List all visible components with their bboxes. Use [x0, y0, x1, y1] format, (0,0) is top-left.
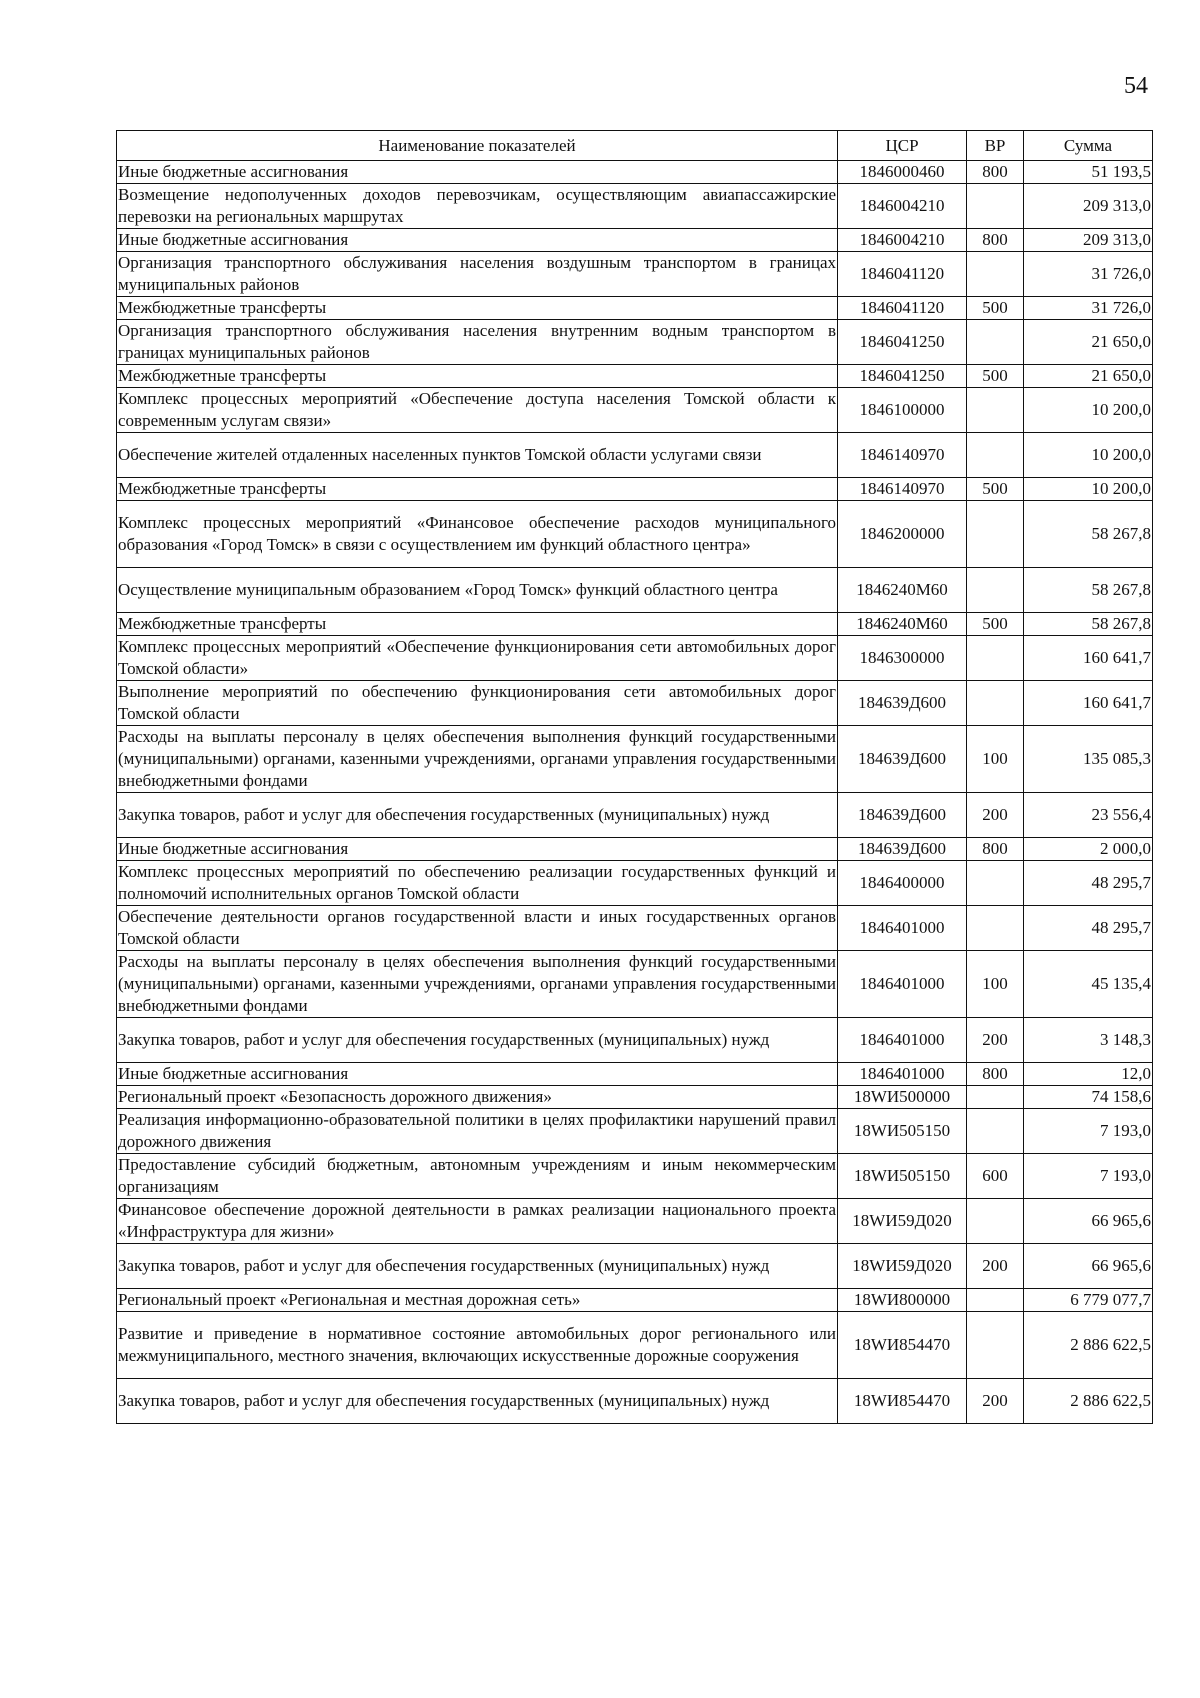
row-vr: 100: [967, 726, 1024, 793]
table-row: [117, 568, 1153, 613]
table-row: [117, 501, 1153, 568]
row-csr: 1846100000: [838, 388, 967, 433]
row-name: Межбюджетные трансферты: [117, 613, 838, 636]
row-csr: 18WИ505150: [838, 1154, 967, 1199]
row-name: Межбюджетные трансферты: [117, 478, 838, 501]
row-sum: 2 886 622,5: [1024, 1312, 1153, 1379]
table-row: [117, 636, 1153, 681]
budget-table: [116, 130, 1153, 1424]
row-name: Закупка товаров, работ и услуг для обеспечения государственных (муниципальных) нужд: [117, 1379, 838, 1424]
row-csr: 1846004210: [838, 184, 967, 229]
row-vr: 100: [967, 951, 1024, 1018]
row-name: Осуществление муниципальным образованием «Город Томск» функций областного центра: [117, 568, 838, 613]
row-name: Иные бюджетные ассигнования: [117, 1063, 838, 1086]
row-vr: [967, 1289, 1024, 1312]
row-sum: 209 313,0: [1024, 229, 1153, 252]
row-csr: 1846401000: [838, 906, 967, 951]
row-csr: 18WИ854470: [838, 1312, 967, 1379]
row-vr: [967, 184, 1024, 229]
row-csr: 1846041120: [838, 252, 967, 297]
row-vr: 200: [967, 1379, 1024, 1424]
table-row: [117, 1154, 1153, 1199]
table-row: [117, 681, 1153, 726]
row-vr: 800: [967, 838, 1024, 861]
row-name: Комплекс процессных мероприятий по обеспечению реализации государственных функций и полномочий исполнительных органов Томской области: [117, 861, 838, 906]
table-row: [117, 1244, 1153, 1289]
row-sum: 21 650,0: [1024, 320, 1153, 365]
row-name: Возмещение недополученных доходов перевозчикам, осуществляющим авиапассажирские перевозки на региональных маршрутах: [117, 184, 838, 229]
header-csr: ЦСР: [838, 131, 967, 161]
row-vr: 200: [967, 1244, 1024, 1289]
row-vr: [967, 636, 1024, 681]
table-row: [117, 297, 1153, 320]
row-name: Иные бюджетные ассигнования: [117, 161, 838, 184]
row-csr: 18WИ59Д020: [838, 1244, 967, 1289]
row-sum: 31 726,0: [1024, 297, 1153, 320]
row-csr: 1846400000: [838, 861, 967, 906]
row-sum: 58 267,8: [1024, 501, 1153, 568]
table-row: [117, 229, 1153, 252]
row-csr: 1846240М60: [838, 613, 967, 636]
row-csr: 1846240М60: [838, 568, 967, 613]
row-name: Реализация информационно-образовательной политики в целях профилактики нарушений правил дорожного движения: [117, 1109, 838, 1154]
row-sum: 7 193,0: [1024, 1154, 1153, 1199]
row-csr: 18WИ59Д020: [838, 1199, 967, 1244]
row-csr: 1846004210: [838, 229, 967, 252]
row-name: Региональный проект «Безопасность дорожного движения»: [117, 1086, 838, 1109]
row-csr: 1846140970: [838, 478, 967, 501]
row-csr: 18WИ505150: [838, 1109, 967, 1154]
row-vr: 500: [967, 478, 1024, 501]
row-csr: 184639Д600: [838, 838, 967, 861]
row-csr: 18WИ800000: [838, 1289, 967, 1312]
row-name: Финансовое обеспечение дорожной деятельности в рамках реализации национального проекта «Инфраструктура для жизни»: [117, 1199, 838, 1244]
row-csr: 184639Д600: [838, 681, 967, 726]
row-vr: 800: [967, 161, 1024, 184]
row-vr: 800: [967, 1063, 1024, 1086]
row-csr: 1846401000: [838, 1063, 967, 1086]
row-name: Выполнение мероприятий по обеспечению функционирования сети автомобильных дорог Томской области: [117, 681, 838, 726]
row-sum: 10 200,0: [1024, 388, 1153, 433]
table-row: [117, 1379, 1153, 1424]
row-csr: 1846200000: [838, 501, 967, 568]
row-sum: 51 193,5: [1024, 161, 1153, 184]
table-header: [117, 131, 1153, 161]
table-row: [117, 1086, 1153, 1109]
row-name: Организация транспортного обслуживания населения воздушным транспортом в границах муниципальных районов: [117, 252, 838, 297]
header-name: Наименование показателей: [117, 131, 838, 161]
row-sum: 45 135,4: [1024, 951, 1153, 1018]
table-row: [117, 1289, 1153, 1312]
row-name: Межбюджетные трансферты: [117, 365, 838, 388]
table-row: [117, 793, 1153, 838]
row-name: Комплекс процессных мероприятий «Обеспечение функционирования сети автомобильных дорог Томской области»: [117, 636, 838, 681]
row-vr: [967, 1312, 1024, 1379]
table-row: [117, 1199, 1153, 1244]
row-vr: [967, 861, 1024, 906]
row-name: Расходы на выплаты персоналу в целях обеспечения выполнения функций государственными (муниципальными) органами, казенными учреждениями, органами управления государственными внебюджетными фондами: [117, 951, 838, 1018]
row-csr: 1846401000: [838, 951, 967, 1018]
table-row: [117, 613, 1153, 636]
row-sum: 10 200,0: [1024, 478, 1153, 501]
row-name: Обеспечение деятельности органов государственной власти и иных государственных органов Томской области: [117, 906, 838, 951]
row-sum: 2 000,0: [1024, 838, 1153, 861]
page-number: 54: [1124, 73, 1148, 99]
row-sum: 48 295,7: [1024, 861, 1153, 906]
header-vr: ВР: [967, 131, 1024, 161]
row-csr: 1846140970: [838, 433, 967, 478]
row-name: Межбюджетные трансферты: [117, 297, 838, 320]
row-vr: [967, 433, 1024, 478]
row-sum: 21 650,0: [1024, 365, 1153, 388]
row-sum: 10 200,0: [1024, 433, 1153, 478]
row-sum: 66 965,6: [1024, 1244, 1153, 1289]
row-vr: [967, 501, 1024, 568]
row-vr: [967, 1086, 1024, 1109]
row-name: Комплекс процессных мероприятий «Обеспечение доступа населения Томской области к современным услугам связи»: [117, 388, 838, 433]
row-sum: 6 779 077,7: [1024, 1289, 1153, 1312]
row-sum: 31 726,0: [1024, 252, 1153, 297]
row-sum: 48 295,7: [1024, 906, 1153, 951]
table-row: [117, 861, 1153, 906]
table-row: [117, 838, 1153, 861]
row-csr: 18WИ854470: [838, 1379, 967, 1424]
row-name: Иные бюджетные ассигнования: [117, 838, 838, 861]
row-sum: 2 886 622,5: [1024, 1379, 1153, 1424]
table-row: [117, 1312, 1153, 1379]
row-vr: 200: [967, 793, 1024, 838]
row-name: Предоставление субсидий бюджетным, автономным учреждениям и иным некоммерческим организациям: [117, 1154, 838, 1199]
row-vr: 500: [967, 297, 1024, 320]
table-row: [117, 478, 1153, 501]
row-name: Закупка товаров, работ и услуг для обеспечения государственных (муниципальных) нужд: [117, 1018, 838, 1063]
table-row: [117, 320, 1153, 365]
row-sum: 3 148,3: [1024, 1018, 1153, 1063]
row-name: Иные бюджетные ассигнования: [117, 229, 838, 252]
row-name: Региональный проект «Региональная и местная дорожная сеть»: [117, 1289, 838, 1312]
header-row: [117, 131, 1153, 161]
row-vr: 600: [967, 1154, 1024, 1199]
row-sum: 58 267,8: [1024, 568, 1153, 613]
row-name: Развитие и приведение в нормативное состояние автомобильных дорог регионального или межмуниципального, местного значения, включающих искусственные дорожные сооружения: [117, 1312, 838, 1379]
table-row: [117, 1018, 1153, 1063]
table-row: [117, 433, 1153, 478]
row-csr: 1846300000: [838, 636, 967, 681]
row-sum: 160 641,7: [1024, 681, 1153, 726]
row-csr: 1846041250: [838, 320, 967, 365]
row-name: Расходы на выплаты персоналу в целях обеспечения выполнения функций государственными (муниципальными) органами, казенными учреждениями, органами управления государственными внебюджетными фондами: [117, 726, 838, 793]
row-vr: [967, 906, 1024, 951]
row-sum: 160 641,7: [1024, 636, 1153, 681]
row-vr: 500: [967, 365, 1024, 388]
table-row: [117, 726, 1153, 793]
row-sum: 23 556,4: [1024, 793, 1153, 838]
row-csr: 1846041250: [838, 365, 967, 388]
row-name: Обеспечение жителей отдаленных населенных пунктов Томской области услугами связи: [117, 433, 838, 478]
row-sum: 12,0: [1024, 1063, 1153, 1086]
row-vr: [967, 1109, 1024, 1154]
row-sum: 135 085,3: [1024, 726, 1153, 793]
row-name: Закупка товаров, работ и услуг для обеспечения государственных (муниципальных) нужд: [117, 1244, 838, 1289]
header-sum: Сумма: [1024, 131, 1153, 161]
row-csr: 1846401000: [838, 1018, 967, 1063]
table-row: [117, 184, 1153, 229]
row-name: Комплекс процессных мероприятий «Финансовое обеспечение расходов муниципального образования «Город Томск» в связи с осуществлением им функций областного центра»: [117, 501, 838, 568]
row-vr: [967, 252, 1024, 297]
table-row: [117, 388, 1153, 433]
table-row: [117, 906, 1153, 951]
row-sum: 7 193,0: [1024, 1109, 1153, 1154]
row-vr: [967, 681, 1024, 726]
table-row: [117, 161, 1153, 184]
row-vr: 500: [967, 613, 1024, 636]
row-csr: 184639Д600: [838, 726, 967, 793]
table-row: [117, 1109, 1153, 1154]
row-name: Организация транспортного обслуживания населения внутренним водным транспортом в границах муниципальных районов: [117, 320, 838, 365]
table-row: [117, 252, 1153, 297]
row-csr: 18WИ500000: [838, 1086, 967, 1109]
row-csr: 1846041120: [838, 297, 967, 320]
row-vr: [967, 320, 1024, 365]
row-vr: [967, 1199, 1024, 1244]
table-row: [117, 951, 1153, 1018]
row-vr: 200: [967, 1018, 1024, 1063]
row-sum: 66 965,6: [1024, 1199, 1153, 1244]
table-body: [117, 161, 1153, 1424]
row-sum: 74 158,6: [1024, 1086, 1153, 1109]
row-vr: [967, 568, 1024, 613]
row-csr: 184639Д600: [838, 793, 967, 838]
row-vr: [967, 388, 1024, 433]
row-csr: 1846000460: [838, 161, 967, 184]
table-row: [117, 365, 1153, 388]
table-row: [117, 1063, 1153, 1086]
row-sum: 58 267,8: [1024, 613, 1153, 636]
row-vr: 800: [967, 229, 1024, 252]
row-name: Закупка товаров, работ и услуг для обеспечения государственных (муниципальных) нужд: [117, 793, 838, 838]
row-sum: 209 313,0: [1024, 184, 1153, 229]
